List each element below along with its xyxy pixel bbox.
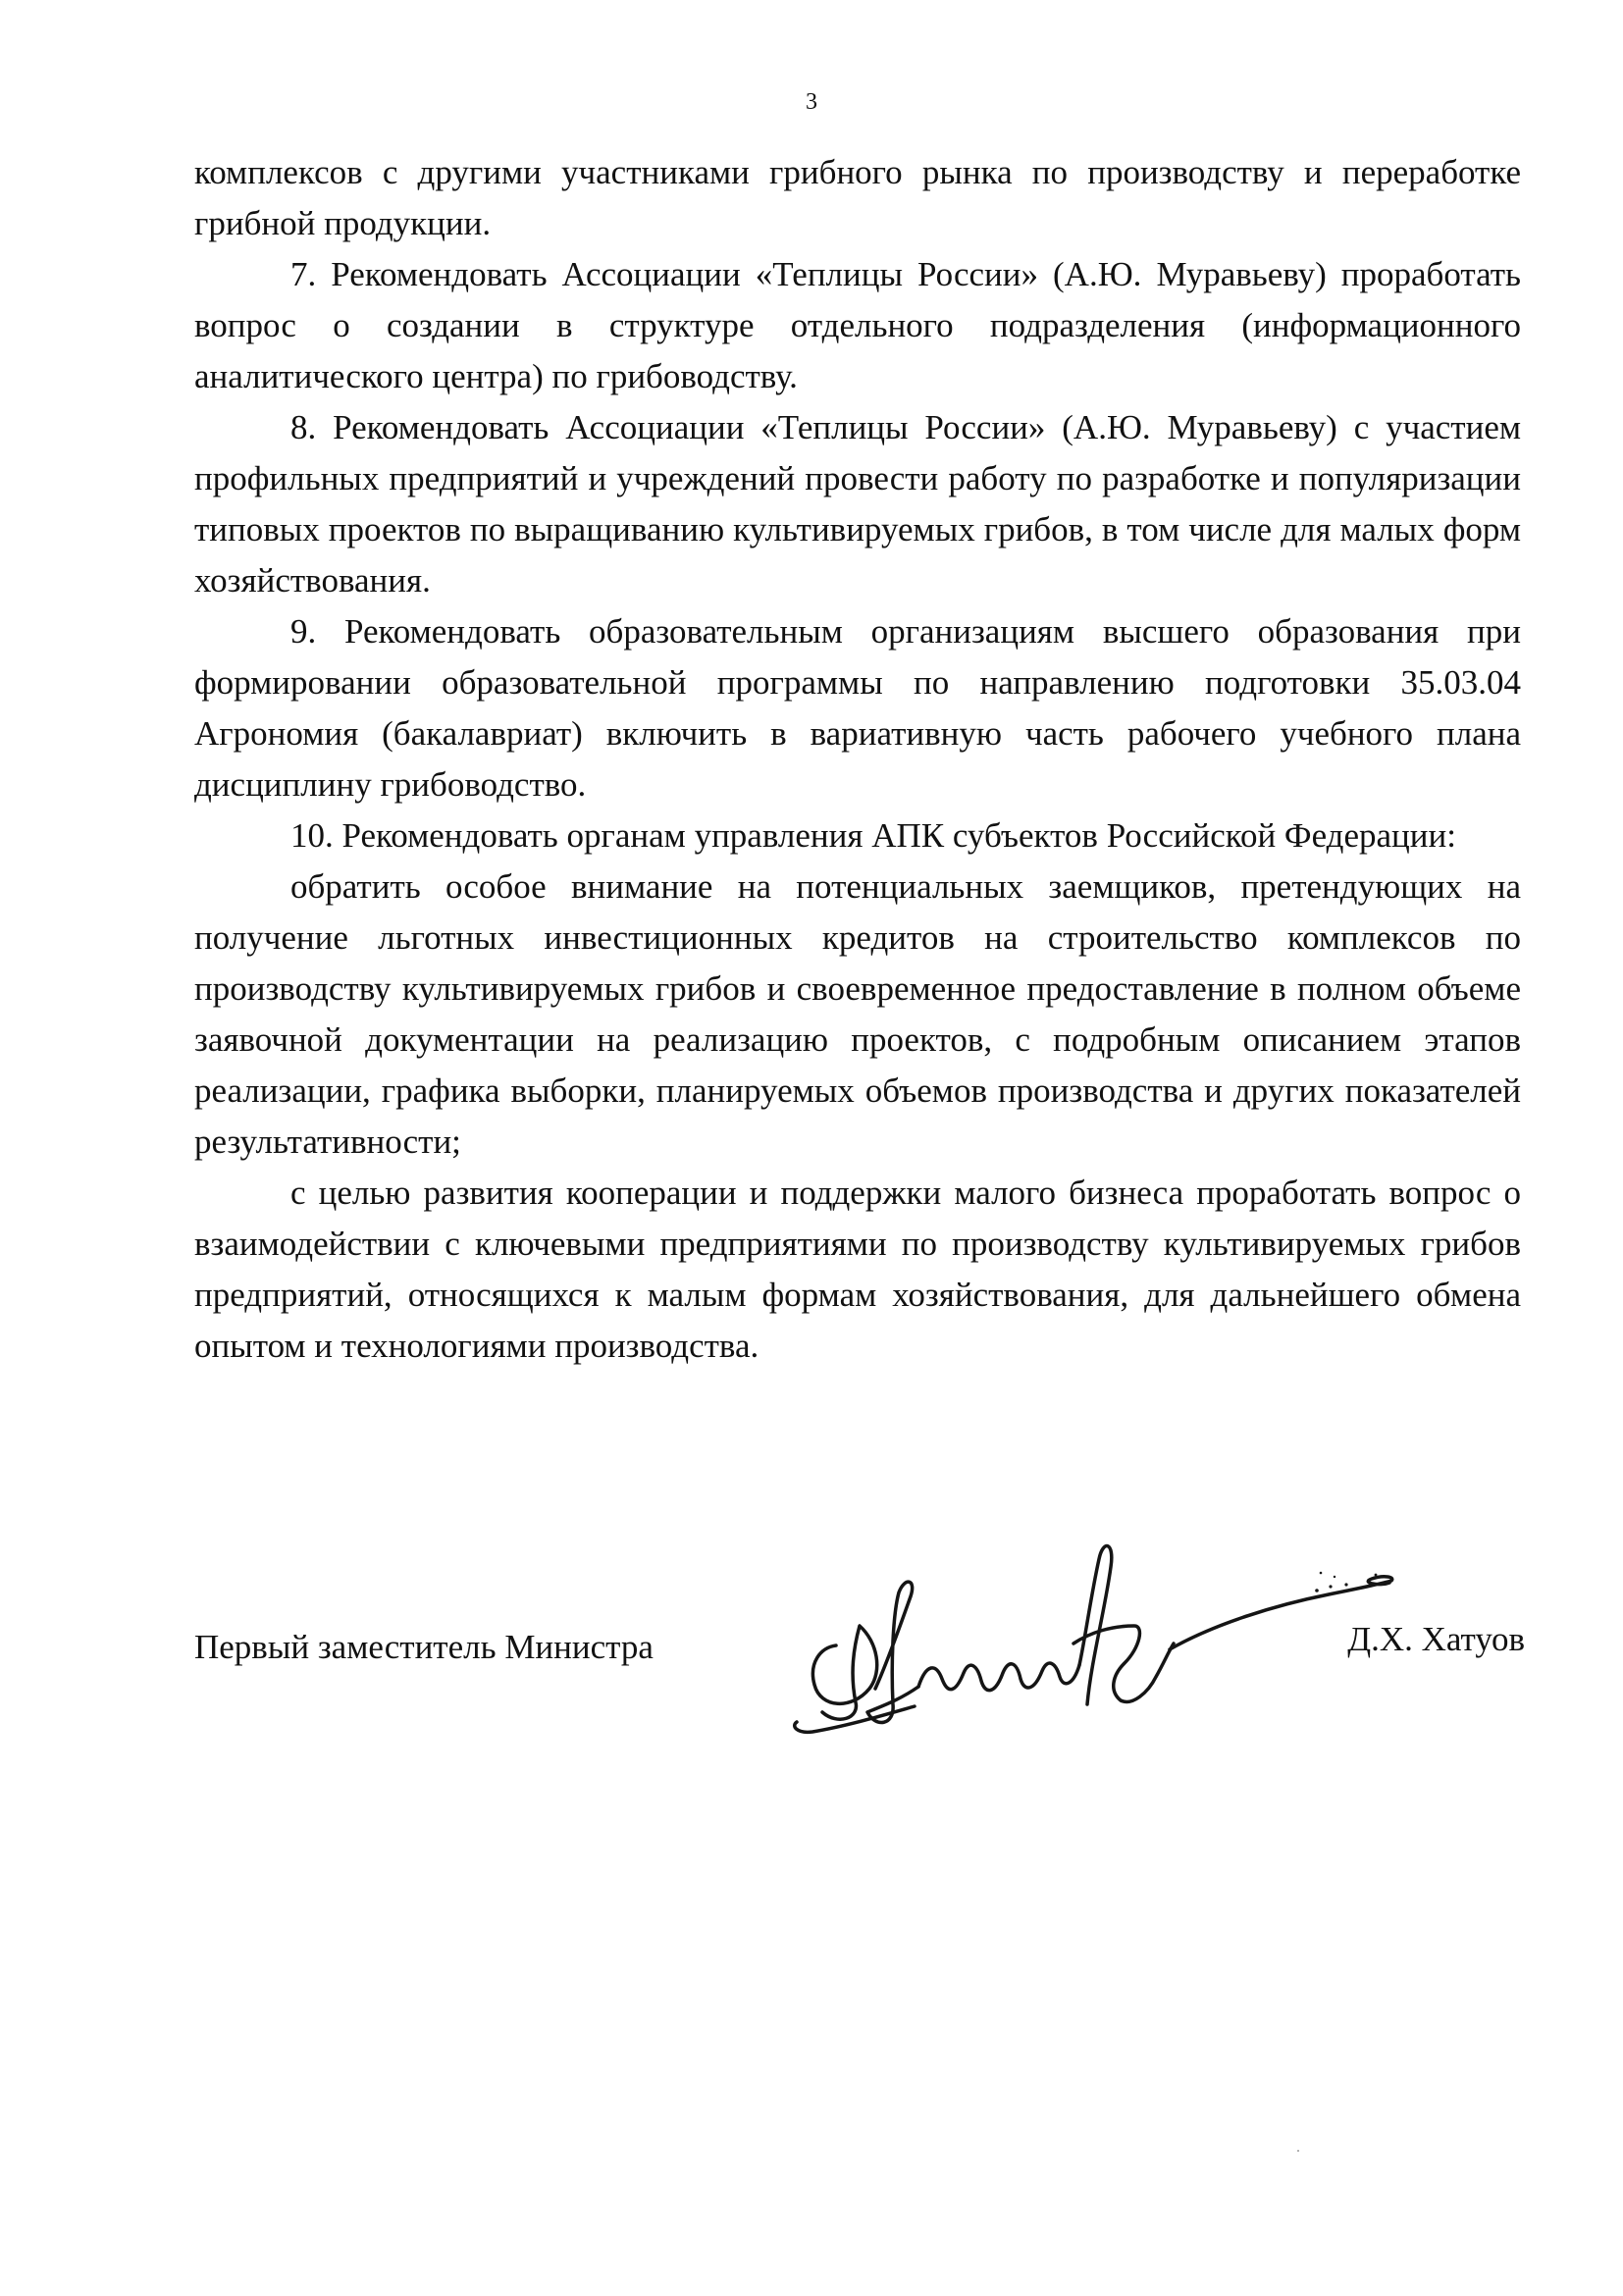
paragraph-item-7: 7. Рекомендовать Ассоциации «Теплицы России» (А.Ю. Муравьеву) проработать вопрос о создании в структуре отдельного подразделения (информационного аналитического центра) по грибоводству.: [194, 255, 1521, 395]
paragraph-item-9: 9. Рекомендовать образовательным организациям высшего образования при формировании образовательной программы по направлению подготовки 35.03.04 Агрономия (бакалавриат) включить в вариативную часть рабочего учебного плана дисциплину грибоводство.: [194, 612, 1521, 804]
paragraph-item-10-point-1: обратить особое внимание на потенциальных заемщиков, претендующих на получение льготных инвестиционных кредитов на строительство комплексов по производству культивируемых грибов и своевременное предоставление в полном объеме заявочной документации на реализацию проектов, с подробным описанием этапов реализации, графика выборки, планируемых объемов производства и других показателей результативности;: [194, 867, 1521, 1161]
paragraph-item-10: 10. Рекомендовать органам управления АПК субъектов Российской Федерации:: [290, 816, 1456, 855]
scan-speck: [1297, 2150, 1299, 2152]
page-number: 3: [806, 89, 817, 115]
document-body: [194, 147, 1521, 1372]
signature-block: [194, 1516, 1525, 1742]
paragraph-item-10-point-2: с целью развития кооперации и поддержки малого бизнеса проработать вопрос о взаимодействии с ключевыми предприятиями по производству культивируемых грибов предприятий, относящихся к малым формам хозяйствования, для дальнейшего обмена опытом и технологиями производства.: [194, 1174, 1521, 1365]
handwritten-signature: [779, 1516, 1407, 1742]
signer-title: Первый заместитель Министра: [194, 1628, 654, 1666]
signature-ink: [795, 1546, 1392, 1733]
signer-name: Д.Х. Хатуов: [1347, 1620, 1525, 1658]
paragraph-continuation: комплексов с другими участниками грибного рынка по производству и переработке грибной продукции.: [194, 153, 1521, 242]
paragraph-item-8: 8. Рекомендовать Ассоциации «Теплицы России» (А.Ю. Муравьеву) с участием профильных предприятий и учреждений провести работу по разработке и популяризации типовых проектов по выращиванию культивируемых грибов, в том числе для малых форм хозяйствования.: [194, 408, 1521, 600]
